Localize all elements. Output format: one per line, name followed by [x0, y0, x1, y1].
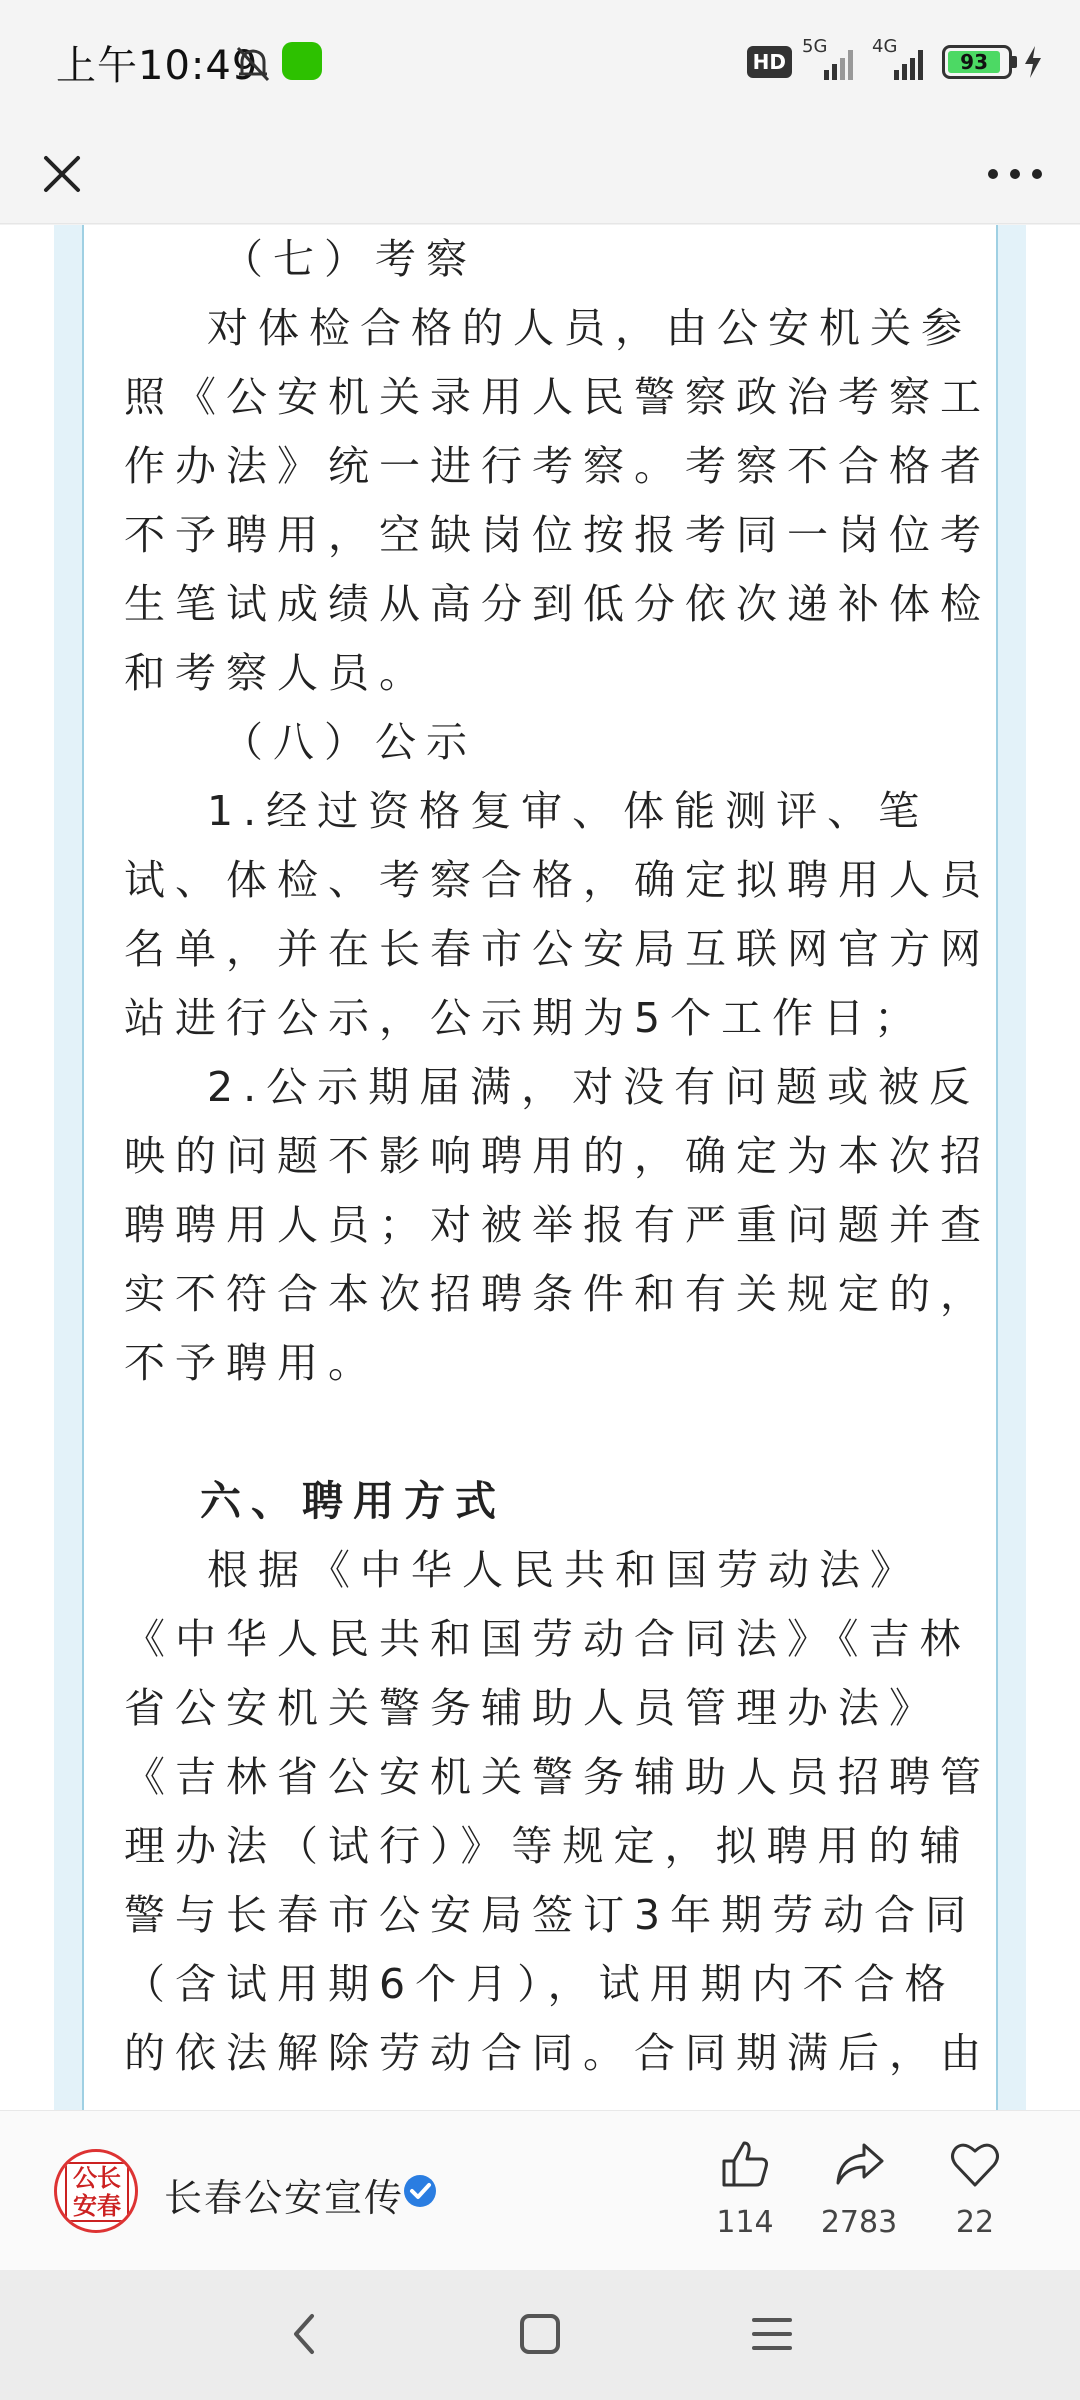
paragraph-line: 警与长春市公安局签订3年期劳动合同: [124, 1891, 977, 1939]
battery-icon: [942, 45, 1012, 79]
paragraph-line: 理办法（试行）》等规定，拟聘用的辅: [124, 1822, 971, 1870]
paragraph-gap: [124, 1398, 954, 1467]
charging-icon: [1022, 44, 1044, 80]
paragraph-line: 和考察人员。: [124, 649, 430, 697]
net1-label: 5G: [802, 36, 828, 57]
paragraph-line: 2.公示期届满，对没有问题或被反: [207, 1063, 981, 1111]
avatar-logo: 公长 安春: [65, 2162, 129, 2222]
status-time: 上午10:49: [56, 43, 259, 89]
paragraph-line: 作办法》统一进行考察。考察不合格者: [124, 442, 991, 490]
paragraph-line: 省公安机关警务辅助人员管理办法》: [124, 1684, 940, 1732]
section-heading: 六、聘用方式: [200, 1477, 506, 1525]
paragraph-line: 的依法解除劳动合同。合同期满后，由: [124, 2029, 991, 2077]
paragraph-line: 聘聘用人员；对被举报有严重问题并查: [124, 1201, 991, 1249]
more-icon[interactable]: [980, 142, 1050, 206]
like-button[interactable]: [690, 2135, 800, 2240]
battery-level: 93: [948, 51, 1000, 73]
paragraph-line: 《中华人民共和国劳动合同法》《吉林: [124, 1615, 971, 1663]
author-bar: [0, 2110, 1080, 2270]
decor-border-right: [996, 225, 1026, 2110]
fav-count: 22: [955, 2205, 995, 2240]
paragraph-line: 照《公安机关录用人民警察政治考察工: [124, 373, 991, 421]
paragraph-line: 生笔试成绩从高分到低分依次递补体检: [124, 580, 991, 628]
menu-icon[interactable]: [742, 2304, 802, 2364]
share-icon: [830, 2135, 888, 2193]
article-body[interactable]: [0, 225, 1080, 2110]
bell-off-icon: [232, 44, 274, 84]
net2-label: 4G: [872, 36, 898, 57]
paragraph-line: 《吉林省公安机关警务辅助人员招聘管: [124, 1753, 991, 1801]
avatar[interactable]: [54, 2149, 138, 2233]
paragraph-line: 映的问题不影响聘用的，确定为本次招: [124, 1132, 991, 1180]
share-button[interactable]: [804, 2135, 914, 2240]
home-icon[interactable]: [510, 2304, 570, 2364]
paragraph-line: 不予聘用。: [124, 1339, 379, 1387]
signal-4g-icon: [872, 36, 932, 84]
top-nav: [0, 124, 1080, 224]
thumbs-up-icon: [716, 2135, 774, 2193]
heart-icon: [946, 2135, 1004, 2193]
verified-icon: [402, 2173, 438, 2209]
paragraph-line: 不予聘用，空缺岗位按报考同一岗位考: [124, 511, 991, 559]
section-title: （七）考察: [222, 235, 477, 283]
favorite-button[interactable]: [920, 2135, 1030, 2240]
back-icon[interactable]: [276, 2304, 336, 2364]
paragraph-line: 名单，并在长春市公安局互联网官方网: [124, 925, 991, 973]
like-count: 114: [716, 2205, 774, 2240]
author-name[interactable]: 长春公安宣传: [164, 2176, 405, 2220]
decor-border-left: [54, 225, 84, 2110]
hd-badge: HD: [747, 46, 792, 78]
close-icon[interactable]: [30, 142, 94, 206]
status-bar: [0, 0, 1080, 124]
signal-5g-icon: [802, 36, 862, 84]
paragraph-line: 站进行公示，公示期为5个工作日；: [124, 994, 926, 1042]
section-title: （八）公示: [222, 718, 477, 766]
article-text: [124, 225, 991, 2088]
system-nav-bar: [0, 2270, 1080, 2400]
paragraph-line: 对体检合格的人员，由公安机关参: [207, 304, 972, 352]
paragraph-line: 试、体检、考察合格，确定拟聘用人员: [124, 856, 991, 904]
paragraph-line: （含试用期6个月），试用期内不合格: [124, 1960, 956, 2008]
share-count: 2783: [820, 2205, 898, 2240]
wechat-icon: [282, 42, 322, 80]
paragraph-line: 1.经过资格复审、体能测评、笔: [207, 787, 930, 835]
paragraph-line: 根据《中华人民共和国劳动法》: [207, 1546, 921, 1594]
paragraph-line: 实不符合本次招聘条件和有关规定的，: [124, 1270, 991, 1318]
